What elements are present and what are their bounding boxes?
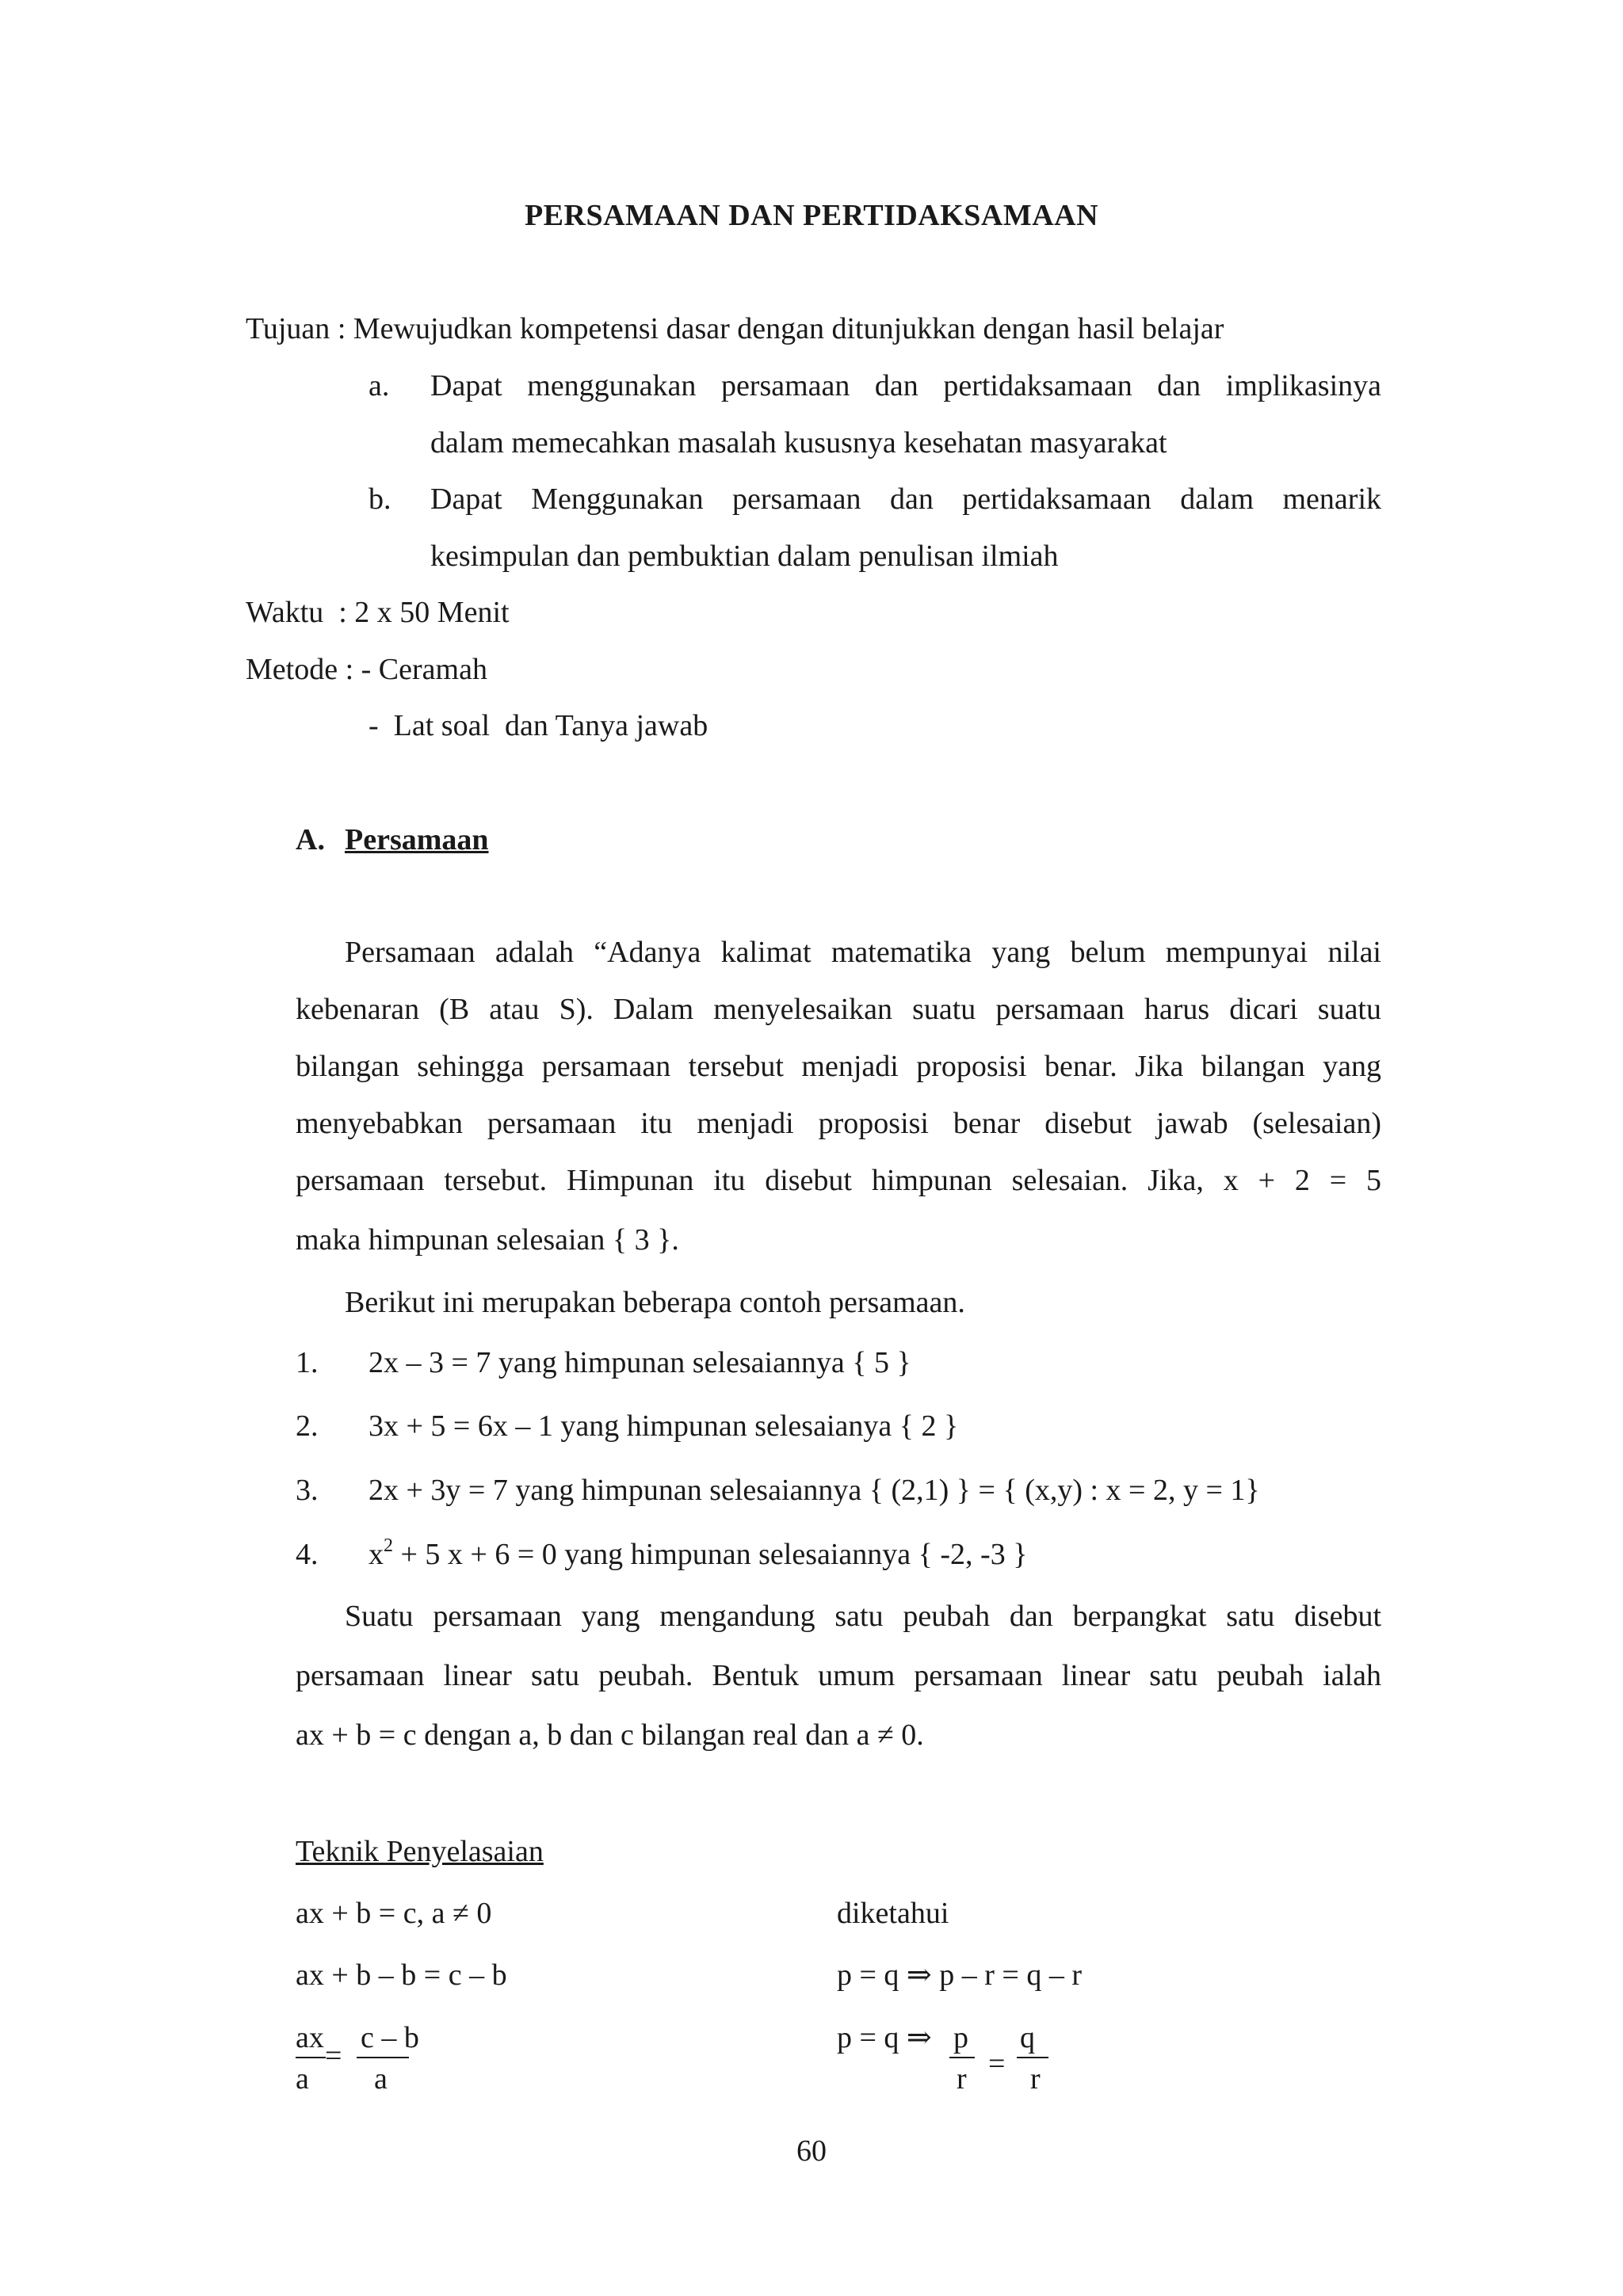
example-2-num: 2. (296, 1409, 319, 1443)
paragraph2-line2: persamaan linear satu peubah. Bentuk umum persamaan linear satu peubah ialah (296, 1659, 1381, 1692)
paragraph1-line5: persamaan tersebut. Himpunan itu disebut himpunan selesaian. Jika, x + 2 = 5 (296, 1164, 1381, 1197)
frac-left-num1: ax (296, 2021, 324, 2054)
teknik-right-line2: p = q ⇒ p – r = q – r (837, 1958, 1083, 1992)
frac-left-den2: a (374, 2062, 388, 2096)
paragraph2-line3: ax + b = c dengan a, b dan c bilangan real dan a ≠ 0. (296, 1718, 924, 1752)
tujuan-item-b-marker: b. (369, 482, 391, 516)
example-2-text: 3x + 5 = 6x – 1 yang himpunan selesaianya { 2 } (369, 1409, 959, 1443)
tujuan-label: Tujuan (246, 312, 330, 345)
frac-right-bar1 (949, 2057, 975, 2058)
example-4-text (369, 1537, 1027, 1573)
example-4-num: 4. (296, 1538, 319, 1571)
frac-right-den1: r (957, 2062, 967, 2096)
tujuan-item-a-line2: dalam memecahkan masalah kususnya kesehatan masyarakat (430, 426, 1167, 460)
paragraph2-line1: Suatu persamaan yang mengandung satu peubah dan berpangkat satu disebut (345, 1600, 1381, 1633)
example-4-exponent: 2 (384, 1535, 393, 1557)
frac-left-den1: a (296, 2062, 309, 2096)
frac-left-bar2 (357, 2057, 409, 2058)
frac-right-bar2 (1017, 2057, 1048, 2058)
frac-right-num1: p (953, 2021, 968, 2054)
teknik-right-line1: diketahui (837, 1897, 949, 1930)
frac-right-den2: r (1030, 2062, 1041, 2096)
frac-left-eq: = (325, 2039, 342, 2073)
example-3-text: 2x + 3y = 7 yang himpunan selesaiannya { (2,1) } = { (x,y) : x = 2, y = 1} (369, 1474, 1260, 1507)
examples-intro: Berikut ini merupakan beberapa contoh persamaan. (345, 1286, 965, 1319)
paragraph1-line1: Persamaan adalah “Adanya kalimat matematika yang belum mempunyai nilai (345, 936, 1381, 969)
tujuan-item-b-line1: Dapat Menggunakan persamaan dan pertidaksamaan dalam menarik (430, 482, 1381, 516)
example-1-text: 2x – 3 = 7 yang himpunan selesaiannya { 5 } (369, 1346, 911, 1379)
teknik-left-line1: ax + b = c, a ≠ 0 (296, 1897, 492, 1930)
frac-right-prefix: p = q ⇒ (837, 2021, 932, 2054)
tujuan-item-a-marker: a. (369, 369, 390, 402)
metode-line1: Metode : - Ceramah (246, 653, 487, 686)
metode-line2: - Lat soal dan Tanya jawab (369, 709, 708, 742)
example-3-num: 3. (296, 1474, 319, 1507)
section-a-marker: A. (296, 823, 325, 856)
example-4-base: x (369, 1538, 384, 1571)
frac-right-num2: q (1020, 2021, 1035, 2054)
teknik-heading: Teknik Penyelasaian (296, 1835, 544, 1868)
teknik-left-line2: ax + b – b = c – b (296, 1958, 507, 1992)
section-a-heading: Persamaan (345, 823, 489, 856)
page-title: PERSAMAAN DAN PERTIDAKSAMAAN (524, 199, 1099, 232)
paragraph1-line4: menyebabkan persamaan itu menjadi proposisi benar disebut jawab (selesaian) (296, 1107, 1381, 1140)
paragraph1-line2: kebenaran (B atau S). Dalam menyelesaikan suatu persamaan harus dicari suatu (296, 993, 1381, 1026)
tujuan-item-b-line2: kesimpulan dan pembuktian dalam penulisan ilmiah (430, 540, 1059, 573)
tujuan-line (246, 311, 1224, 348)
tujuan-item-a-line1: Dapat menggunakan persamaan dan pertidaksamaan dan implikasinya (430, 369, 1381, 402)
paragraph1-line6: maka himpunan selesaian { 3 }. (296, 1223, 679, 1257)
frac-left-num2: c – b (361, 2021, 419, 2054)
frac-left-bar1 (296, 2057, 326, 2058)
page-number: 60 (796, 2134, 827, 2168)
waktu-line: Waktu : 2 x 50 Menit (246, 596, 510, 629)
tujuan-text: : Mewujudkan kompetensi dasar dengan ditunjukkan dengan hasil belajar (337, 312, 1224, 345)
frac-right-eq: = (988, 2047, 1006, 2081)
paragraph1-line3: bilangan sehingga persamaan tersebut menjadi proposisi benar. Jika bilangan yang (296, 1050, 1381, 1083)
example-1-num: 1. (296, 1346, 319, 1379)
example-4-rest: + 5 x + 6 = 0 yang himpunan selesaiannya { -2, -3 } (393, 1538, 1028, 1571)
